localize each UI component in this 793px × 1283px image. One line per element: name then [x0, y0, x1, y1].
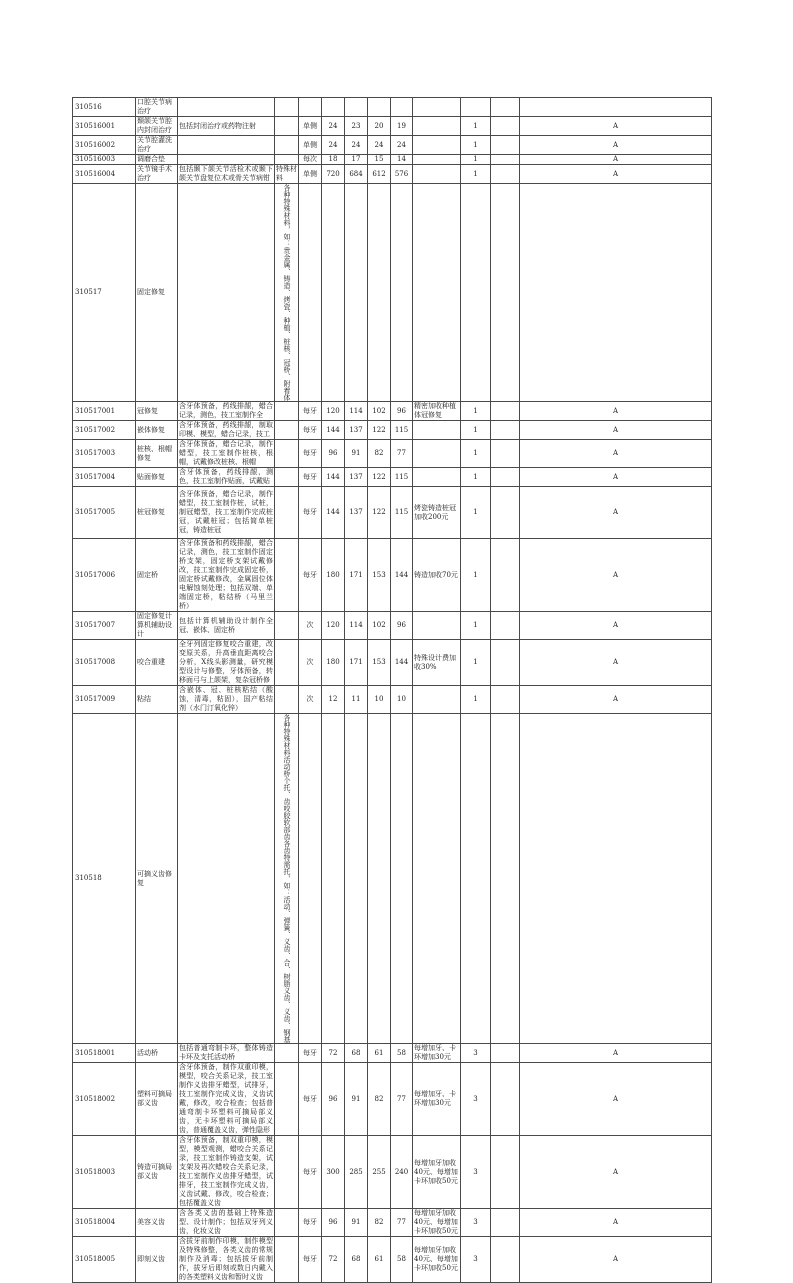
category [520, 714, 712, 1044]
remark [413, 98, 461, 117]
item-name: 美容义齿 [136, 1209, 178, 1237]
table-row [73, 184, 712, 402]
price-tier-4: 144 [391, 539, 413, 612]
item-name: 铸造可摘局部义齿 [136, 1136, 178, 1209]
price-tier-2: 24 [345, 136, 368, 155]
price-tier-3: 10 [368, 686, 391, 714]
price-tier-2 [345, 98, 368, 117]
price-tier-1: 96 [322, 1063, 345, 1136]
price-tier-1: 96 [322, 1209, 345, 1237]
price-tier-1 [322, 98, 345, 117]
blank-cell [491, 1063, 520, 1136]
price-tier-1: 144 [322, 468, 345, 487]
table-row [73, 402, 712, 421]
price-tier-2 [345, 714, 368, 1044]
item-content: 含牙体预备，药线排龈，测色，技工室制作贴面，试戴贴 [179, 468, 273, 485]
blank-cell [491, 440, 520, 468]
excluded-content [275, 1136, 299, 1209]
unit [299, 184, 322, 402]
price-tier-4: 24 [391, 136, 413, 155]
excluded-content [275, 1063, 299, 1136]
grade [461, 184, 491, 402]
price-tier-3: 82 [368, 440, 391, 468]
price-tier-1 [322, 184, 345, 402]
price-tier-4: 96 [391, 612, 413, 640]
item-code: 310518002 [73, 1063, 136, 1136]
item-code: 310517006 [73, 539, 136, 612]
table-row [73, 421, 712, 440]
unit: 每牙 [299, 1136, 322, 1209]
unit: 次 [299, 612, 322, 640]
price-tier-3: 122 [368, 468, 391, 487]
price-tier-3: 102 [368, 402, 391, 421]
blank-cell [491, 640, 520, 686]
category: A [520, 487, 712, 539]
item-code: 310518005 [73, 1237, 136, 1283]
grade: 1 [461, 155, 491, 165]
remark [413, 612, 461, 640]
remark [413, 440, 461, 468]
table-row [73, 1237, 712, 1283]
category: A [520, 117, 712, 136]
item-content: 包括封闭治疗或药物注射 [178, 117, 275, 136]
item-code: 310517005 [73, 487, 136, 539]
price-tier-2: 171 [345, 640, 368, 686]
price-tier-2: 171 [345, 539, 368, 612]
price-tier-2: 91 [345, 1063, 368, 1136]
excluded-content [275, 487, 299, 539]
price-tier-4: 58 [391, 1237, 413, 1283]
price-tier-4: 10 [391, 686, 413, 714]
unit [299, 98, 322, 117]
unit: 单侧 [299, 117, 322, 136]
category: A [520, 468, 712, 487]
remark [413, 136, 461, 155]
item-content: 含牙体预备和药线排龈，蜡合记录，测色，技工室制作固定桥支架，固定桥支架试戴修改，技工室制作完成固定桥，固定桥试戴修改，金属固位体电解蚀刻处理；包括双端、单端固定桥，粘结桥（马里兰桥） [179, 539, 273, 610]
excluded-content [275, 117, 299, 136]
grade [461, 714, 491, 1044]
price-tier-3: 122 [368, 487, 391, 539]
blank-cell [491, 1136, 520, 1209]
item-name: 即刻义齿 [136, 1237, 178, 1283]
price-tier-3: 61 [368, 1237, 391, 1283]
table-row [73, 136, 712, 155]
unit: 每牙 [299, 1044, 322, 1063]
price-tier-2: 114 [345, 612, 368, 640]
blank-cell [491, 184, 520, 402]
item-name: 可摘义齿修复 [136, 714, 178, 1044]
grade: 3 [461, 1209, 491, 1237]
item-name: 固定修复 [136, 184, 178, 402]
price-tier-2: 91 [345, 1209, 368, 1237]
table-row [73, 612, 712, 640]
price-tier-1: 72 [322, 1237, 345, 1283]
category: A [520, 539, 712, 612]
grade: 1 [461, 640, 491, 686]
price-tier-1: 300 [322, 1136, 345, 1209]
item-content: 包括颞下颌关节活检术或颞下颌关节盘复位术或骨关节病钳 [179, 165, 273, 182]
blank-cell [491, 165, 520, 184]
item-name: 嵌体修复 [136, 421, 178, 440]
price-tier-3: 24 [368, 136, 391, 155]
table-row [73, 487, 712, 539]
item-content [178, 155, 275, 165]
table-row [73, 1044, 712, 1063]
excluded-content: 各种特殊材料活动桥个托、齿咬胶软部齿各齿特需托，如：活动、弹簧、义齿、合、树脂义齿、义齿、钢基 [275, 714, 299, 1044]
unit: 每牙 [299, 1063, 322, 1136]
price-tier-4: 77 [391, 1209, 413, 1237]
price-tier-4: 240 [391, 1136, 413, 1209]
remark [413, 117, 461, 136]
item-name: 颞颌关节腔内封闭治疗 [136, 117, 178, 136]
price-tier-2: 137 [345, 421, 368, 440]
grade: 1 [461, 402, 491, 421]
blank-cell [491, 1209, 520, 1237]
category: A [520, 155, 712, 165]
item-content: 全牙列固定修复咬合重建，改变原关系，升高垂直距离咬合分析，X线头影测量，研究模型设计与修整，牙体预备，转移面弓与上颌架，复杂冠桥修 [179, 640, 273, 684]
price-tier-4: 77 [391, 1063, 413, 1136]
excluded-content: 特殊材料 [276, 165, 297, 182]
price-tier-3: 82 [368, 1209, 391, 1237]
price-tier-3: 15 [368, 155, 391, 165]
unit: 每牙 [299, 468, 322, 487]
category [520, 184, 712, 402]
price-tier-3: 82 [368, 1063, 391, 1136]
table-row [73, 1063, 712, 1136]
price-tier-1: 180 [322, 539, 345, 612]
blank-cell [491, 468, 520, 487]
price-tier-4: 14 [391, 155, 413, 165]
blank-cell [491, 402, 520, 421]
excluded-content [275, 1044, 299, 1063]
excluded-content [275, 136, 299, 155]
price-tier-4 [391, 98, 413, 117]
price-tier-3: 20 [368, 117, 391, 136]
blank-cell [491, 487, 520, 539]
remark: 每增加牙加收40元、每增加卡环加收50元 [413, 1209, 461, 1237]
item-code: 310516003 [73, 155, 136, 165]
price-tier-2: 137 [345, 468, 368, 487]
item-content: 包括计算机辅助设计制作全冠、嵌体、固定桥 [178, 612, 275, 640]
item-content: 含嵌体、冠、桩核粘结（酸蚀，清毒，粘固），国产粘结剂（水门汀氧化锌） [179, 686, 273, 712]
price-tier-4: 115 [391, 421, 413, 440]
item-content: 含牙体预备，药线排龈，制取印模、模型，蜡合记录，技工 [179, 421, 273, 438]
remark [413, 421, 461, 440]
item-code: 310517008 [73, 640, 136, 686]
price-tier-3 [368, 714, 391, 1044]
unit: 每牙 [299, 1237, 322, 1283]
item-code: 310518 [73, 714, 136, 1044]
price-tier-3 [368, 184, 391, 402]
item-content: 含牙体预备，制双重印模，模型，模型观测，蜡咬合关系记录，技工室制作铸造支架，试支架及再次蜡咬合关系记录，技工室制作义齿排牙蜡型，试排牙，技工室制作完成义齿，义齿试戴、修改，咬合检查；包括覆盖义齿 [179, 1136, 273, 1207]
price-tier-2: 114 [345, 402, 368, 421]
remark [413, 686, 461, 714]
item-name: 咬合重建 [136, 640, 178, 686]
price-tier-2: 91 [345, 440, 368, 468]
blank-cell [491, 686, 520, 714]
blank-cell [491, 714, 520, 1044]
price-table [72, 97, 712, 1283]
price-tier-3: 102 [368, 612, 391, 640]
table-row [73, 468, 712, 487]
item-code: 310518004 [73, 1209, 136, 1237]
grade: 1 [461, 440, 491, 468]
category: A [520, 612, 712, 640]
table-row [73, 640, 712, 686]
table-row [73, 714, 712, 1044]
price-tier-2: 68 [345, 1044, 368, 1063]
excluded-content [275, 539, 299, 612]
price-tier-3: 153 [368, 539, 391, 612]
remark: 每增加牙加收40元、每增加卡环加收50元 [413, 1136, 461, 1209]
price-tier-3: 122 [368, 421, 391, 440]
category: A [520, 640, 712, 686]
item-name: 塑料可摘局部义齿 [136, 1063, 178, 1136]
blank-cell [491, 1044, 520, 1063]
item-code: 310516002 [73, 136, 136, 155]
price-tier-1: 72 [322, 1044, 345, 1063]
price-tier-2: 137 [345, 487, 368, 539]
table-row [73, 1209, 712, 1237]
remark: 精密加收种植体冠修复 [413, 402, 461, 421]
grade: 1 [461, 539, 491, 612]
price-tier-4: 144 [391, 640, 413, 686]
item-name: 固定桥 [136, 539, 178, 612]
item-content: 含牙体预备，药线排龈，蜡合记录，测色，技工室制作全 [179, 402, 273, 419]
unit: 每牙 [299, 539, 322, 612]
unit: 次 [299, 640, 322, 686]
item-code: 310517 [73, 184, 136, 402]
price-tier-2: 23 [345, 117, 368, 136]
item-name: 粘结 [136, 686, 178, 714]
item-name: 关节镜手术治疗 [136, 165, 178, 184]
price-tier-4: 115 [391, 487, 413, 539]
unit: 单侧 [299, 136, 322, 155]
item-content: 含牙体预备，蜡合记录，制作蜡型，技工室制作桩，试桩，制冠蜡型，技工室制作完成桩冠，试戴桩冠；包括简单桩冠，铸造桩冠 [178, 487, 275, 539]
item-content [178, 184, 275, 402]
item-name: 调磨合垫 [136, 155, 178, 165]
item-code: 310517004 [73, 468, 136, 487]
item-code: 310517003 [73, 440, 136, 468]
excluded-content [275, 402, 299, 421]
item-name: 关节腔灌洗治疗 [136, 136, 178, 155]
table-row [73, 165, 712, 184]
item-code: 310517002 [73, 421, 136, 440]
grade: 1 [461, 468, 491, 487]
category: A [520, 686, 712, 714]
price-tier-3 [368, 98, 391, 117]
category: A [520, 421, 712, 440]
grade: 1 [461, 686, 491, 714]
category: A [520, 1063, 712, 1136]
category: A [520, 1209, 712, 1237]
unit: 单侧 [299, 165, 322, 184]
grade: 3 [461, 1136, 491, 1209]
price-tier-2: 11 [345, 686, 368, 714]
price-tier-1: 24 [322, 117, 345, 136]
table-row [73, 1136, 712, 1209]
table-row [73, 539, 712, 612]
remark: 特殊设计费加收30% [413, 640, 461, 686]
unit: 每牙 [299, 402, 322, 421]
grade: 3 [461, 1237, 491, 1283]
price-tier-3: 153 [368, 640, 391, 686]
grade: 1 [461, 117, 491, 136]
price-tier-1: 96 [322, 440, 345, 468]
item-content [178, 136, 275, 155]
item-content: 含各类义齿的基础上特殊造型、设计制作；包括双牙列义齿，化妆义齿 [179, 1209, 273, 1235]
table-row [73, 440, 712, 468]
blank-cell [491, 421, 520, 440]
price-tier-4: 576 [391, 165, 413, 184]
remark [413, 714, 461, 1044]
price-tier-1: 18 [322, 155, 345, 165]
item-name: 口腔关节病治疗 [136, 98, 178, 117]
item-name: 桩核、根帽修复 [136, 440, 178, 468]
price-tier-3: 255 [368, 1136, 391, 1209]
item-code: 310517007 [73, 612, 136, 640]
item-content: 含拔牙前制作印模，制作模型及特殊修整，各类义齿的常规制作及消毒；包括拔牙前制作，拔牙后即刻或数日内戴入的各类塑料义齿和暂时义齿 [179, 1237, 273, 1281]
table-row [73, 686, 712, 714]
item-code: 310516 [73, 98, 136, 117]
price-tier-4 [391, 714, 413, 1044]
grade: 1 [461, 487, 491, 539]
remark [413, 165, 461, 184]
category: A [520, 165, 712, 184]
unit: 每次 [299, 155, 322, 165]
excluded-content [275, 468, 299, 487]
excluded-content [275, 155, 299, 165]
unit: 每牙 [299, 487, 322, 539]
item-name: 固定修复计算机辅助设计 [136, 612, 178, 640]
excluded-content [275, 440, 299, 468]
category: A [520, 440, 712, 468]
excluded-content [275, 612, 299, 640]
price-tier-2 [345, 184, 368, 402]
remark [413, 468, 461, 487]
category: A [520, 1136, 712, 1209]
table-row [73, 117, 712, 136]
price-tier-4 [391, 184, 413, 402]
remark: 每增加牙、卡环增加30元 [413, 1063, 461, 1136]
price-tier-3: 612 [368, 165, 391, 184]
excluded-content: 各种特殊材料，如：贵金属、铸造、烤瓷、种植、桩核、冠桥、附着体 [275, 184, 299, 402]
excluded-content [275, 421, 299, 440]
grade: 1 [461, 136, 491, 155]
price-tier-1: 120 [322, 402, 345, 421]
blank-cell [491, 612, 520, 640]
excluded-content [275, 1237, 299, 1283]
price-tier-1: 120 [322, 612, 345, 640]
remark: 每增加牙、卡环增加30元 [413, 1044, 461, 1063]
item-code: 310518001 [73, 1044, 136, 1063]
grade: 1 [461, 612, 491, 640]
grade: 3 [461, 1063, 491, 1136]
excluded-content [275, 1209, 299, 1237]
item-code: 310517001 [73, 402, 136, 421]
category: A [520, 136, 712, 155]
price-tier-2: 17 [345, 155, 368, 165]
price-tier-2: 684 [345, 165, 368, 184]
blank-cell [491, 98, 520, 117]
price-tier-2: 285 [345, 1136, 368, 1209]
item-code: 310516004 [73, 165, 136, 184]
blank-cell [491, 1237, 520, 1283]
price-tier-1: 720 [322, 165, 345, 184]
table-row [73, 155, 712, 165]
item-content: 包括普通弯制卡环，整体铸造卡环及支托活动桥 [179, 1044, 273, 1061]
category: A [520, 1237, 712, 1283]
grade: 3 [461, 1044, 491, 1063]
price-tier-2: 68 [345, 1237, 368, 1283]
price-tier-1: 180 [322, 640, 345, 686]
excluded-content [275, 98, 299, 117]
excluded-content [275, 640, 299, 686]
item-name: 活动桥 [136, 1044, 178, 1063]
price-tier-3: 61 [368, 1044, 391, 1063]
price-tier-4: 115 [391, 468, 413, 487]
excluded-content [275, 686, 299, 714]
item-content [178, 98, 275, 117]
grade: 1 [461, 421, 491, 440]
item-name: 桩冠修复 [136, 487, 178, 539]
category: A [520, 1044, 712, 1063]
remark: 烤瓷铸造桩冠加收200元 [413, 487, 461, 539]
price-tier-1 [322, 714, 345, 1044]
grade [461, 98, 491, 117]
item-code: 310516001 [73, 117, 136, 136]
blank-cell [491, 136, 520, 155]
blank-cell [491, 155, 520, 165]
item-code: 310518003 [73, 1136, 136, 1209]
price-tier-4: 96 [391, 402, 413, 421]
unit: 每牙 [299, 421, 322, 440]
unit: 次 [299, 686, 322, 714]
item-content: 含牙体预备，蜡合记录，制作蜡型，技工室制作桩核，根帽，试戴修改桩核、根帽 [179, 440, 273, 466]
price-tier-1: 12 [322, 686, 345, 714]
item-name: 贴面修复 [136, 468, 178, 487]
price-tier-4: 58 [391, 1044, 413, 1063]
price-tier-1: 144 [322, 487, 345, 539]
table-row [73, 98, 712, 117]
remark: 每增加牙加收40元、每增加卡环加收50元 [413, 1237, 461, 1283]
price-tier-1: 24 [322, 136, 345, 155]
remark [413, 184, 461, 402]
item-content [178, 714, 275, 1044]
item-code: 310517009 [73, 686, 136, 714]
category [520, 98, 712, 117]
item-name: 冠修复 [136, 402, 178, 421]
price-tier-4: 77 [391, 440, 413, 468]
unit: 每牙 [299, 1209, 322, 1237]
blank-cell [491, 117, 520, 136]
price-tier-1: 144 [322, 421, 345, 440]
item-content: 含牙体预备，制作双重印模，模型，咬合关系记录，技工室制作义齿排牙蜡型，试排牙，技工室制作完成义齿，义齿试戴，修改，咬合检查；包括普通弯制卡环塑料可摘局部义齿，无卡环塑料可摘局部义齿，普通覆盖义齿，弹性隐形 [179, 1063, 273, 1134]
unit [299, 714, 322, 1044]
unit: 每牙 [299, 440, 322, 468]
remark [413, 155, 461, 165]
category: A [520, 402, 712, 421]
blank-cell [491, 539, 520, 612]
remark: 铸造加收70元 [413, 539, 461, 612]
price-tier-4: 19 [391, 117, 413, 136]
grade: 1 [461, 165, 491, 184]
